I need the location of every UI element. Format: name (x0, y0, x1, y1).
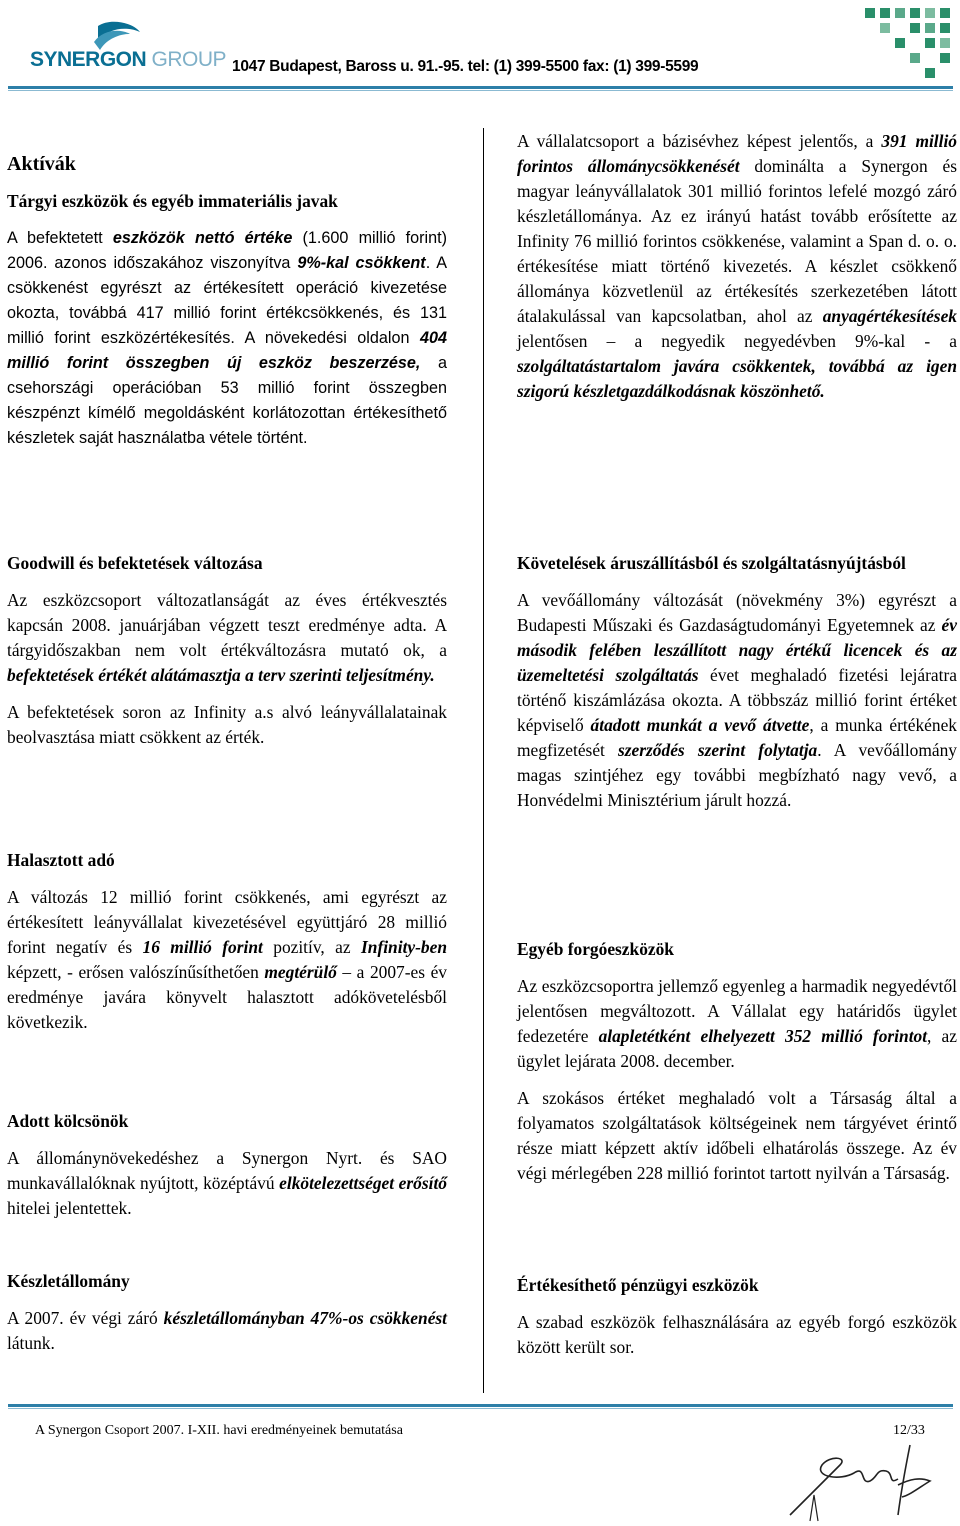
decorative-squares-icon (780, 0, 960, 95)
footer-title: A Synergon Csoport 2007. I-XII. havi eredményeinek bemutatása (35, 1423, 403, 1438)
left-section-deferred-tax (7, 848, 447, 1035)
left-section-tangible-assets (7, 152, 447, 451)
right-section-inventory-detail (517, 129, 957, 404)
paragraph-goodwill: Az eszközcsoport változatlanságát az éves értékvesztés kapcsán 2008. januárjában végzett teszt eredménye adta. A tárgyidőszakban nem volt értékváltozásra mutató ok, a befektetések értékét alátámasztja a terv szerinti teljesítmény. (7, 590, 447, 685)
left-section-loans (7, 1109, 447, 1221)
right-section-financial-assets (517, 1273, 957, 1360)
right-section-other-current-assets (517, 937, 957, 1186)
paragraph-deferred-tax: A változás 12 millió forint csökkenés, ami egyrészt az értékesített leányvállalat kivezetésével együttjáró 28 millió forint negatív és 16 millió forint pozitív, az Infinity-ben képzett, - erősen valószínűsíthetően megtérülő – a 2007-es év eredménye javára könyvelt halasztott adókövetelésből következik. (7, 887, 447, 1032)
company-logo-text: SYNERGON GROUP (30, 48, 227, 71)
company-address: 1047 Budapest, Baross u. 91.-95. tel: (1) 399-5500 fax: (1) 399-5599 (232, 58, 699, 75)
footer-divider-thin (8, 1408, 953, 1409)
header-divider (8, 86, 953, 89)
paragraph-loans: A állománynövekedéshez a Synergon Nyrt. és SAO munkavállalóknak nyújtott, középtávú elkötelezettséget erősítő hitelei jelentettek. (7, 1148, 447, 1218)
heading-other-current-assets: Egyéb forgóeszközök (517, 939, 674, 959)
paragraph-other-current-assets-2: A szokásos értéket meghaladó volt a Társaság által a folyamatos szolgáltatások költségeinek nem tárgyévet érintő része miatt képzett aktív időbeli elhatárolás összege. Az év végi mérlegében 228 millió forintot tartott nyilván a Társaság. (517, 1088, 957, 1183)
heading-receivables: Követelések áruszállításból és szolgáltatásnyújtásból (517, 553, 906, 573)
page-header (0, 0, 960, 100)
heading-loans: Adott kölcsönök (7, 1111, 129, 1131)
left-section-inventory (7, 1269, 447, 1356)
page-number: 12/33 (893, 1423, 925, 1438)
signature-icon (770, 1435, 960, 1525)
heading-deferred-tax: Halasztott adó (7, 850, 115, 870)
heading-goodwill: Goodwill és befektetések változása (7, 553, 263, 573)
heading-inventory: Készletállomány (7, 1271, 130, 1291)
paragraph-financial-assets: A szabad eszközök felhasználására az egyéb forgó eszközök között került sor. (517, 1312, 957, 1357)
footer-divider (8, 1404, 953, 1407)
paragraph-other-current-assets: Az eszközcsoportra jellemző egyenleg a harmadik negyedévtől jelentősen megváltozott. A Vállalat egy határidős ügylet fedezetére alapletétként elhelyezett 352 millió forintot, az ügylet lejárata 2008. december. (517, 976, 957, 1071)
right-section-receivables (517, 551, 957, 813)
heading-tangible-assets: Tárgyi eszközök és egyéb immateriális javak (7, 191, 338, 211)
paragraph-goodwill-2: A befektetések soron az Infinity a.s alvó leányvállalatainak beolvasztása miatt csökkent az érték. (7, 702, 447, 747)
section-title-assets: Aktívák (7, 153, 76, 175)
paragraph-tangible-assets: A befektetett eszközök nettó értéke (1.600 millió forint) 2006. azonos időszakához viszonyítva 9%-kal csökkent. A csökkenést egyrészt az értékesített operáció kivezetése okozta, továbbá 417 millió forint értékcsökkenés, és 131 millió forint eszközértékesítés. A növekedési oldalon 404 millió forint összegben új eszköz beszerzése, a csehországi operációban 53 millió forint összegben készpénzt kímélő megoldásként korlátozottan értékesíthető készletek saját használatba vétele történt. (7, 229, 447, 447)
header-divider-thin (8, 90, 953, 91)
column-divider (483, 128, 484, 1393)
left-section-goodwill (7, 551, 447, 750)
paragraph-inventory: A 2007. év végi záró készletállományban 47%-os csökkenést látunk. (7, 1308, 448, 1353)
heading-financial-assets: Értékesíthető pénzügyi eszközök (517, 1275, 759, 1295)
paragraph-receivables: A vevőállomány változását (növekmény 3%) egyrészt a Budapesti Műszaki és Gazdaságtudományi Egyetemnek az év második felében leszállított nagy értékű licencek és az üzemeltetési szolgáltatás évet meghaladó fizetési lejáratra történő kiszámlázása okozta. A többszáz millió forint értéket képviselő átadott munkát a vevő átvette, a munka értékének megfizetését szerződés szerint folytatja. A vevőállomány magas szintjéhez egy további megbízható nagy vevő, a Honvédelmi Minisztérium járult hozzá. (517, 590, 958, 810)
paragraph-inventory-detail: A vállalatcsoport a bázisévhez képest jelentős, a 391 millió forintos állománycsökkenését dominálta a Synergon és magyar leányvállalatok 301 millió forintos lefelé mozgó záró készletállománya. Az ez irányú hatást tovább erősítette az Infinity 76 millió forintos csökkenése, valamint a Span d. o. o. értékesítése miatt történő kivezetés. A készlet csökkenő állománya közvetlenül az értékesítés szerkezetében látott átalakulással van kapcsolatban, ahol az anyagértékesítések jelentősen – a negyedik negyedévben 9%-kal - a szolgáltatástartalom javára csökkentek, továbbá az igen szigorú készletgazdálkodásnak köszönhető. (517, 131, 958, 401)
